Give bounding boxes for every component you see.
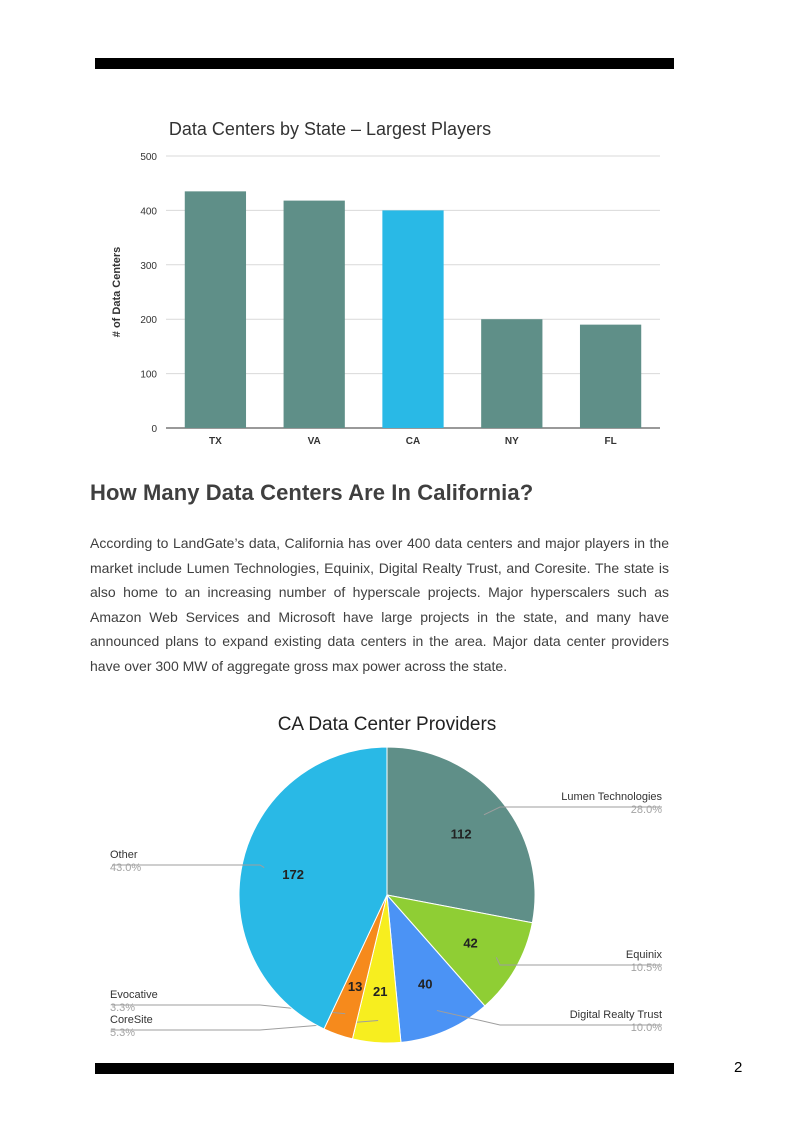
x-tick-label: VA [307, 436, 321, 447]
slice-name-label: Evocative [110, 989, 158, 1001]
slice-name-label: Digital Realty Trust [569, 1009, 662, 1021]
page-number: 2 [734, 1059, 743, 1076]
bar-va [284, 201, 345, 428]
slice-name-label: CoreSite [110, 1014, 153, 1026]
y-tick-label: 200 [140, 315, 157, 327]
y-tick-label: 400 [140, 206, 157, 218]
slice-value-label: 112 [450, 826, 472, 842]
x-tick-label: CA [405, 436, 421, 447]
bar-ny [481, 319, 542, 428]
slice-value-label: 42 [463, 935, 478, 951]
y-tick-label: 100 [140, 369, 157, 381]
slice-name-label: Other [110, 849, 138, 861]
x-tick-label: FL [604, 436, 617, 447]
pie-chart-title: CA Data Center Providers [277, 714, 497, 735]
section-heading: How Many Data Centers Are In California? [90, 480, 534, 505]
y-axis-label: # of Data Centers [111, 246, 123, 338]
top-rule [95, 58, 674, 69]
bar-ca [382, 210, 443, 428]
slice-value-label: 40 [417, 976, 433, 992]
slice-percent-label: 28.0% [630, 804, 662, 816]
bar-fl [580, 325, 641, 428]
slice-name-label: Lumen Technologies [561, 791, 662, 803]
x-tick-label: NY [504, 436, 519, 447]
slice-percent-label: 3.3% [110, 1002, 136, 1014]
slice-percent-label: 10.5% [630, 962, 662, 974]
y-tick-label: 0 [151, 424, 157, 435]
slice-value-label: 21 [372, 983, 388, 999]
y-tick-label: 300 [140, 260, 157, 272]
slice-percent-label: 10.0% [630, 1022, 662, 1034]
body-paragraph: According to LandGate’s data, California has over 400 data centers and major players in the market include Lumen Technologies, Equinix, Digital Realty Trust, and Coresite. The state is also home to an increasing number of hyperscale projects. Major hyperscalers such as Amazon Web Services and Microsoft have large projects in the state, and many have announced plans to expand existing data centers in the area. Major data center providers have over 300 MW of aggregate gross max power across the state. [90, 535, 669, 674]
bar-chart-title: Data Centers by State – Largest Players [168, 119, 492, 139]
slice-percent-label: 43.0% [110, 862, 142, 874]
pie-chart [100, 700, 675, 1050]
slice-percent-label: 5.3% [110, 1027, 136, 1039]
bar-chart [100, 108, 670, 458]
y-tick-label: 500 [140, 152, 157, 163]
slice-value-label: 172 [282, 867, 304, 883]
bar-tx [185, 191, 246, 428]
bottom-rule [95, 1063, 674, 1074]
slice-name-label: Equinix [625, 949, 662, 961]
x-tick-label: TX [209, 436, 222, 447]
slice-value-label: 13 [347, 978, 363, 994]
